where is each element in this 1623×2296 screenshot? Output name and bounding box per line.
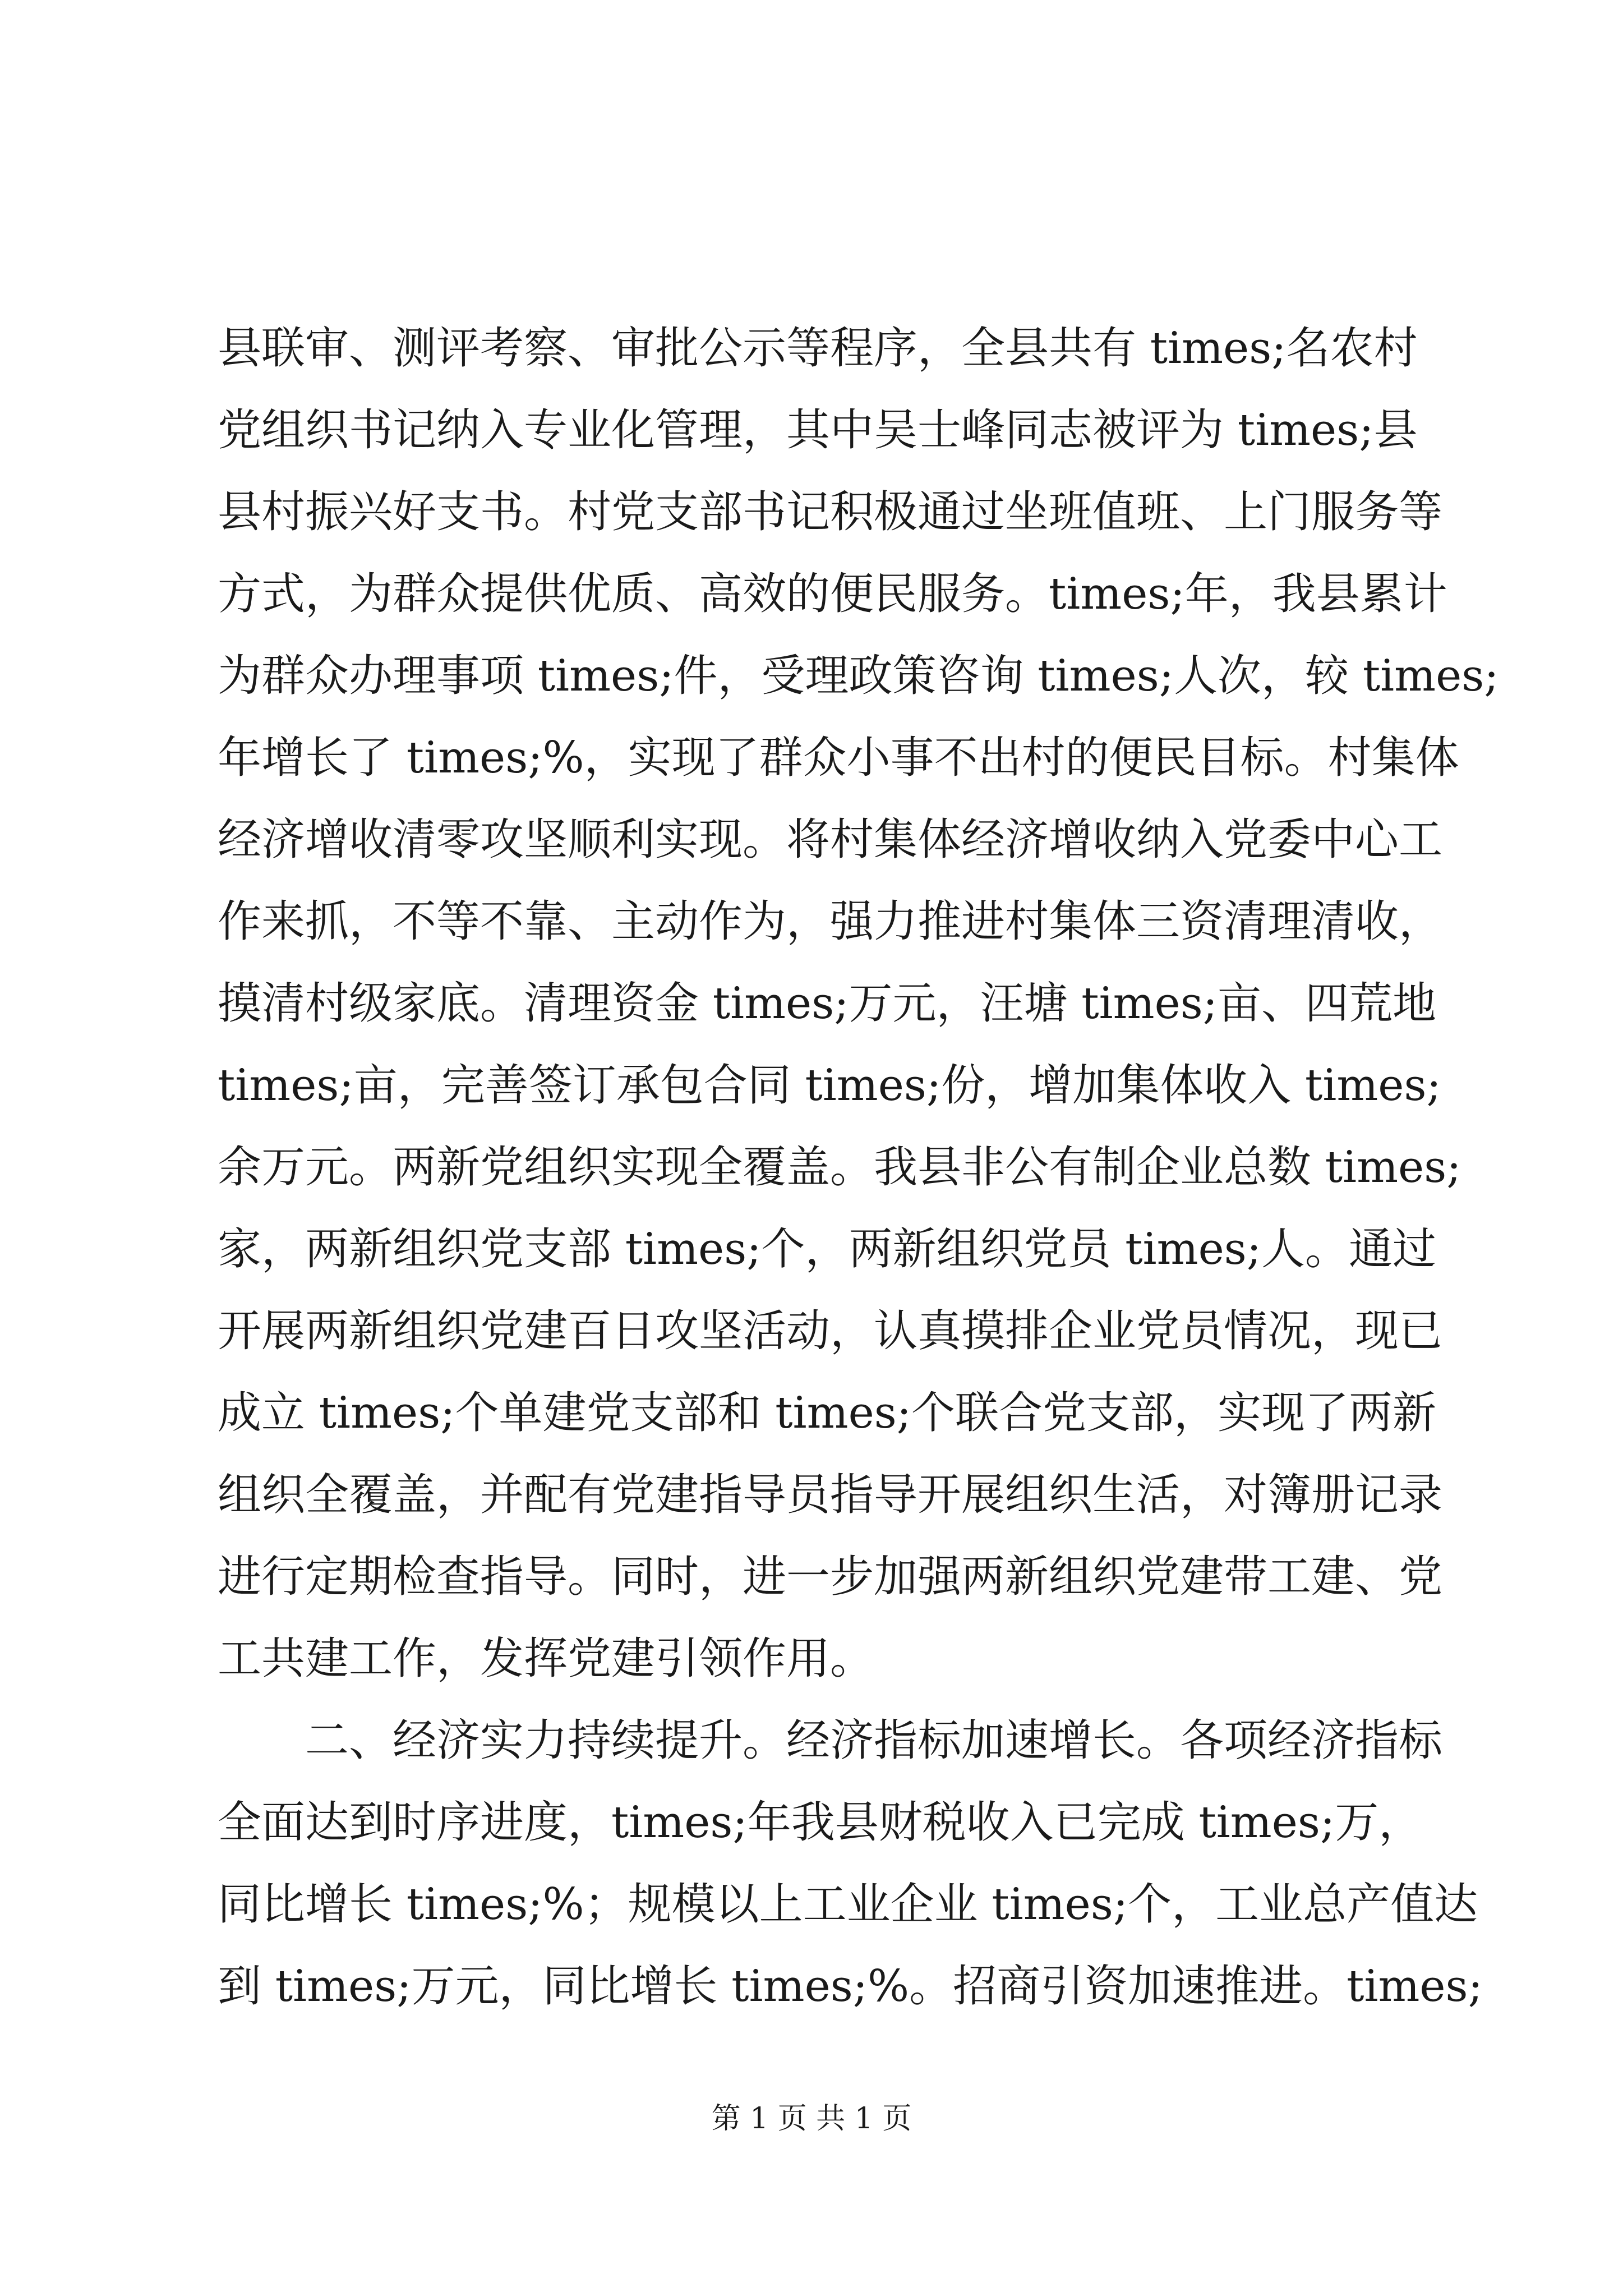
- text-line: 成立 times;个单建党支部和 times;个联合党支部，实现了两新: [218, 1388, 1437, 1438]
- text-line: 党组织书记纳入专业化管理，其中吴士峰同志被评为 times;县: [218, 405, 1418, 455]
- text-line: 到 times;万元，同比增长 times;%。招商引资加速推进。times;: [218, 1961, 1483, 2012]
- text-line: 县联审、测评考察、审批公示等程序，全县共有 times;名农村: [218, 323, 1418, 374]
- text-line: 组织全覆盖，并配有党建指导员指导开展组织生活，对簿册记录: [218, 1470, 1443, 1520]
- text-line: 县村振兴好支书。村党支部书记积极通过坐班值班、上门服务等: [218, 487, 1443, 537]
- text-line: 同比增长 times;%；规模以上工业企业 times;个，工业总产值达: [218, 1879, 1478, 1930]
- text-line: 进行定期检查指导。同时，进一步加强两新组织党建带工建、党: [218, 1552, 1443, 1602]
- text-line: 为群众办理事项 times;件，受理政策咨询 times;人次，较 times;: [218, 651, 1499, 701]
- body-text: [218, 307, 1499, 2027]
- paragraph-end-line: 工共建工作，发挥党建引领作用。: [218, 1634, 874, 1684]
- page-footer: 第 1 页 共 1 页: [711, 2102, 912, 2136]
- text-line: 家，两新组织党支部 times;个，两新组织党员 times;人。通过: [218, 1224, 1437, 1274]
- text-line: times;亩，完善签订承包合同 times;份，增加集体收入 times;: [218, 1060, 1441, 1111]
- paragraph-start-line: 二、经济实力持续提升。经济指标加速增长。各项经济指标: [305, 1715, 1443, 1766]
- text-line: 摸清村级家底。清理资金 times;万元，汪塘 times;亩、四荒地: [218, 978, 1437, 1029]
- text-line: 年增长了 times;%，实现了群众小事不出村的便民目标。村集体: [218, 733, 1459, 783]
- text-line: 作来抓，不等不靠、主动作为，强力推进村集体三资清理清收，: [218, 896, 1443, 947]
- text-line: 全面达到时序进度，times;年我县财税收入已完成 times;万，: [218, 1797, 1423, 1848]
- text-line: 开展两新组织党建百日攻坚活动，认真摸排企业党员情况，现已: [218, 1306, 1443, 1356]
- text-line: 方式，为群众提供优质、高效的便民服务。times;年，我县累计: [218, 569, 1447, 619]
- text-line: 经济增收清零攻坚顺利实现。将村集体经济增收纳入党委中心工: [218, 815, 1443, 865]
- text-line: 余万元。两新党组织实现全覆盖。我县非公有制企业总数 times;: [218, 1142, 1461, 1193]
